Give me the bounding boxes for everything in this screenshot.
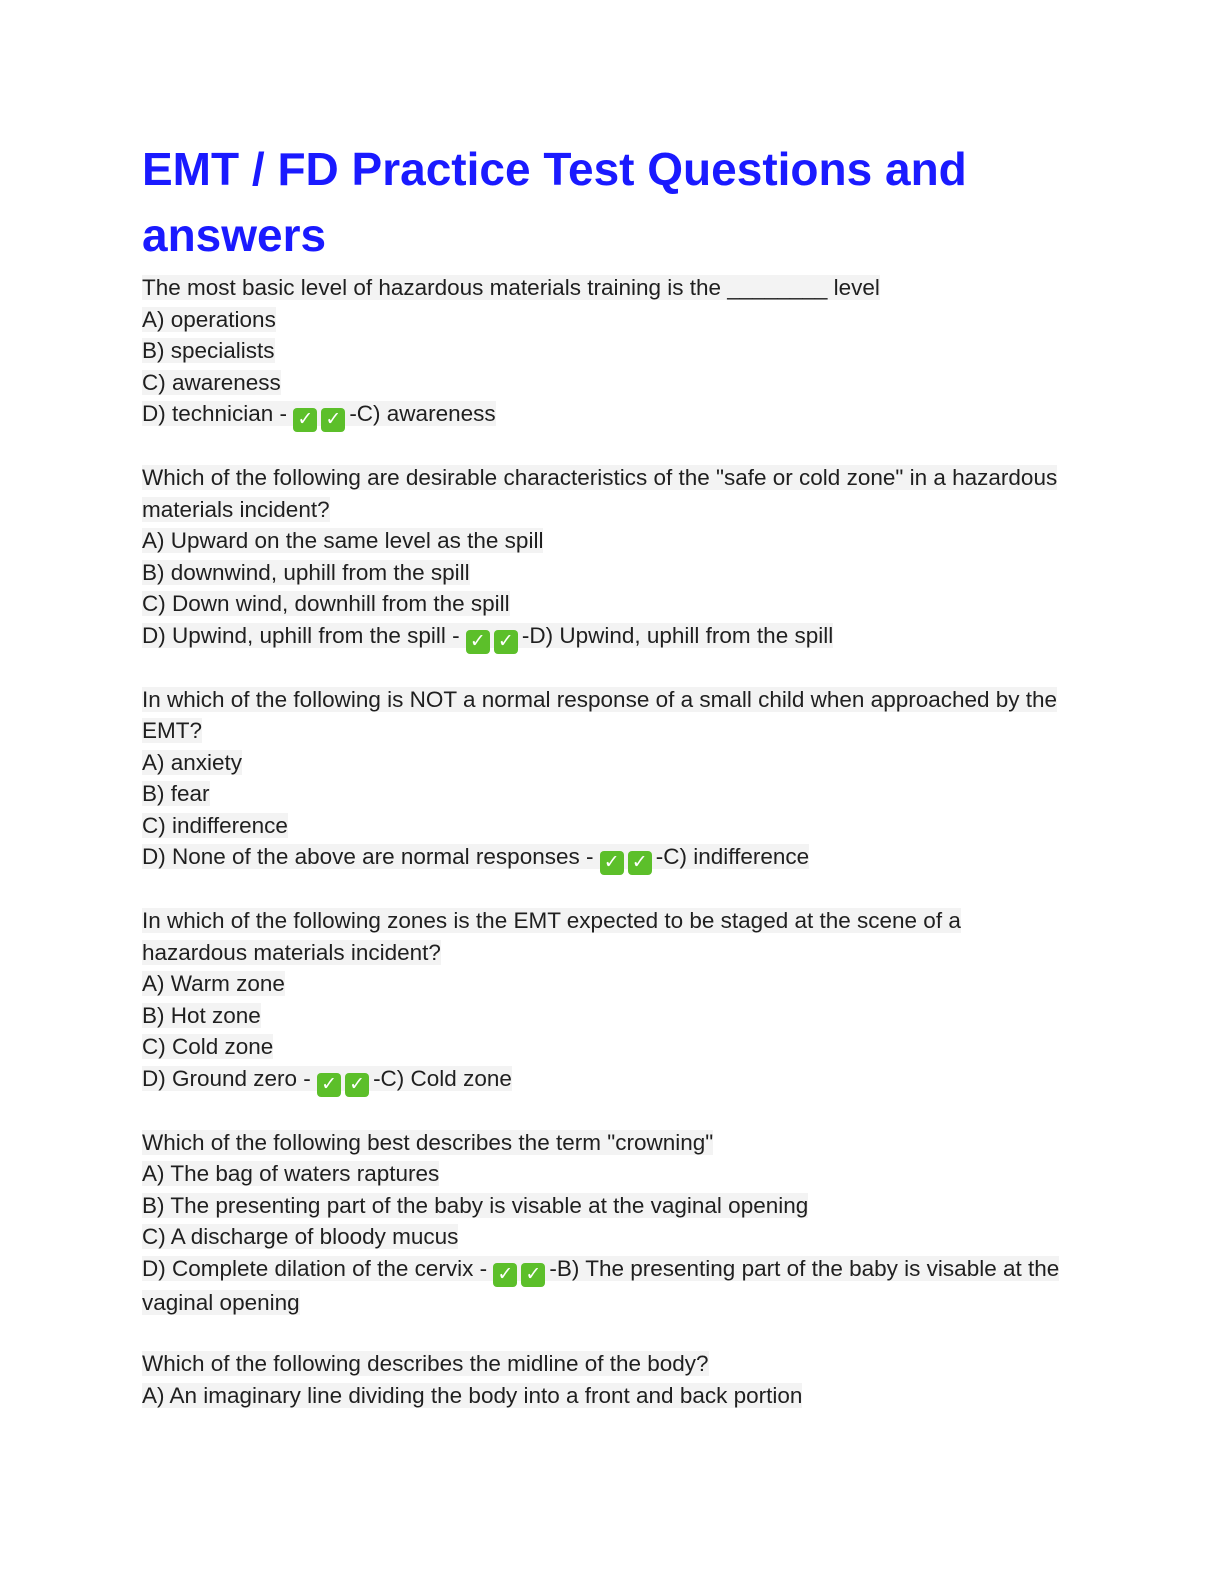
correct-answer: -D) Upwind, uphill from the spill [521,622,834,648]
check-mark-icon: ✓ [466,630,490,654]
answer-option-with-answer: D) technician - ✓ ✓ -C) awareness [142,401,496,430]
question-block [142,905,1062,1097]
question-block [142,272,1062,432]
correct-answer: -C) indifference [655,844,810,869]
question-text: The most basic level of hazardous materials training is the ________ level [142,275,880,300]
answer-option: A) An imaginary line dividing the body into a front and back portion [142,1382,803,1408]
check-mark-icon: ✓ [493,1263,517,1287]
answer-option-with-answer: D) None of the above are normal responses - ✓ ✓ -C) indifference [142,844,810,873]
question-text: In which of the following zones is the EMT expected to be staged at the scene of a hazardous materials incident? [142,908,961,965]
correct-answer: -B) The presenting part of the baby is visable at the vaginal opening [142,1255,1060,1315]
answer-option: A) operations [142,306,276,332]
correct-answer: -C) awareness [349,401,496,426]
check-mark-icon: ✓ [345,1073,369,1097]
answer-option-with-answer: D) Complete dilation of the cervix - ✓ ✓ -B) The presenting part of the baby is visable at the vaginal opening [142,1255,1060,1315]
answer-option-with-answer: D) Ground zero - ✓ ✓ -C) Cold zone [142,1065,512,1095]
answer-option: C) A discharge of bloody mucus [142,1224,459,1249]
answer-option: C) Down wind, downhill from the spill [142,591,510,616]
answer-option: C) Cold zone [142,1034,274,1059]
check-mark-icon: ✓ [600,851,624,875]
answer-option-with-answer: D) Upwind, uphill from the spill - ✓ ✓ -D) Upwind, uphill from the spill [142,622,834,652]
question-block [142,684,1062,876]
check-mark-icon: ✓ [317,1073,341,1097]
question-block [142,1127,1062,1319]
check-mark-icon: ✓ [521,1263,545,1287]
answer-option: C) indifference [142,812,288,838]
answer-option: A) Upward on the same level as the spill [142,528,544,553]
check-mark-icon: ✓ [293,408,317,432]
answer-option: B) downwind, uphill from the spill [142,559,470,585]
answer-option: A) Warm zone [142,971,285,996]
answer-option: A) The bag of waters raptures [142,1161,440,1186]
question-text: Which of the following best describes the term "crowning" [142,1129,714,1155]
check-mark-icon: ✓ [494,630,518,654]
question-text: In which of the following is NOT a normal response of a small child when approached by the EMT? [142,686,1058,743]
answer-option: A) anxiety [142,749,243,775]
answer-option: C) awareness [142,369,281,395]
page-title: EMT / FD Practice Test Questions and answers [142,143,967,261]
answer-option: B) fear [142,781,210,806]
check-mark-icon: ✓ [321,408,345,432]
answer-option: B) specialists [142,338,275,363]
question-block [142,462,1062,654]
question-block [142,1348,1062,1411]
answer-option: B) Hot zone [142,1002,261,1028]
answer-option: B) The presenting part of the baby is visable at the vaginal opening [142,1192,809,1218]
document-page [142,136,1062,1441]
check-mark-icon: ✓ [628,851,652,875]
correct-answer: -C) Cold zone [373,1065,512,1091]
question-text: Which of the following describes the midline of the body? [142,1351,709,1376]
question-text: Which of the following are desirable characteristics of the "safe or cold zone" in a hazardous materials incident? [142,465,1058,522]
